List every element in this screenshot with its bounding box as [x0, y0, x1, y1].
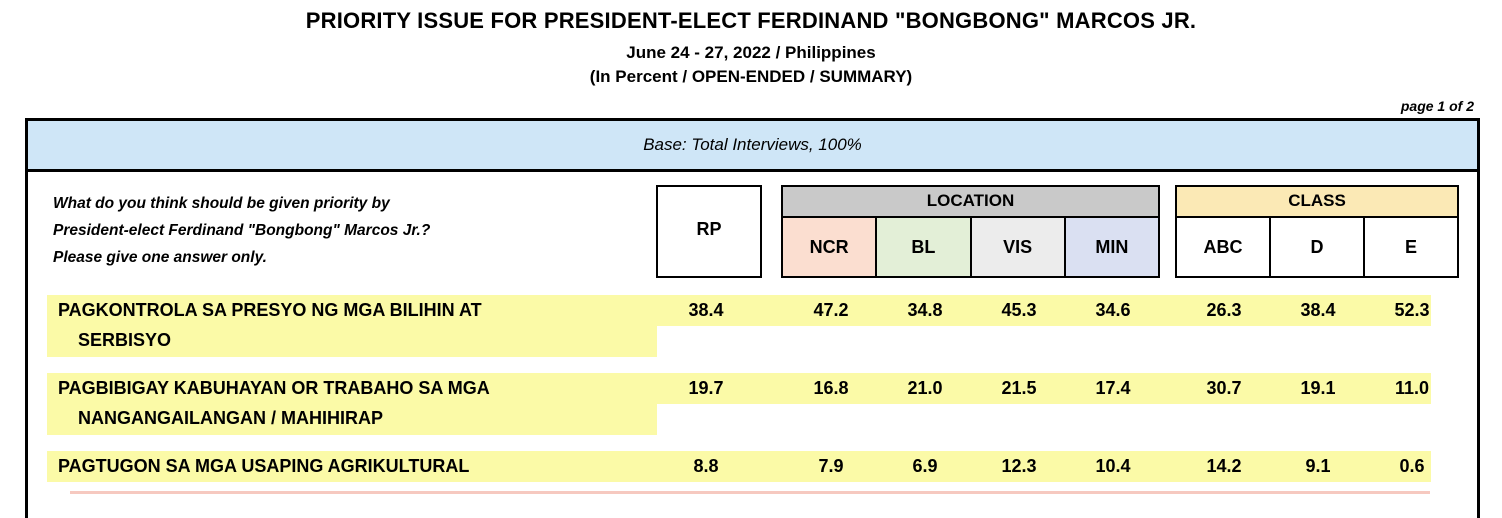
cell-min: 34.6: [1095, 300, 1131, 320]
cell-bl: 21.0: [907, 378, 943, 398]
cell-rp: 19.7: [688, 378, 724, 398]
report-title: PRIORITY ISSUE FOR PRESIDENT-ELECT FERDINAND "BONGBONG" MARCOS JR.: [305, 8, 1197, 33]
row-label-line-1: PAGKONTROLA SA PRESYO NG MGA BILIHIN AT: [58, 300, 482, 320]
survey-question: [53, 190, 573, 271]
row-label-line-1: PAGTUGON SA MGA USAPING AGRIKULTURAL: [58, 456, 470, 476]
cell-abc: 30.7: [1206, 378, 1242, 398]
cell-d: 19.1: [1300, 378, 1336, 398]
location-group-label: LOCATION: [783, 187, 1158, 218]
column-header-e: E: [1404, 237, 1417, 257]
column-header-rp: RP: [656, 185, 762, 278]
cell-bl: 6.9: [912, 456, 938, 476]
row-label-line-2: SERBISYO: [78, 330, 172, 350]
table-row-label: [58, 373, 490, 433]
cell-e: 11.0: [1394, 378, 1430, 398]
cell-abc: 14.2: [1206, 456, 1242, 476]
question-line-1: What do you think should be given priority by: [53, 195, 390, 212]
row-label-line-2: NANGANGAILANGAN / MAHIHIRAP: [78, 408, 383, 428]
cell-ncr: 47.2: [813, 300, 849, 320]
cell-vis: 12.3: [1001, 456, 1037, 476]
column-header-abc: ABC: [1177, 218, 1271, 276]
base-banner: Base: Total Interviews, 100%: [28, 121, 1477, 172]
cell-ncr: 7.9: [818, 456, 844, 476]
cell-abc: 26.3: [1206, 300, 1242, 320]
cell-d: 38.4: [1300, 300, 1336, 320]
cell-e: 52.3: [1394, 300, 1430, 320]
page-indicator: page 1 of 2: [1400, 98, 1474, 114]
cell-bl: 34.8: [907, 300, 943, 320]
cell-d: 9.1: [1305, 456, 1331, 476]
cell-e: 0.6: [1399, 456, 1425, 476]
cell-min: 10.4: [1095, 456, 1131, 476]
table-row-label: [58, 451, 469, 481]
cell-vis: 45.3: [1001, 300, 1037, 320]
cell-rp: 38.4: [688, 300, 724, 320]
location-group-header: [781, 185, 1160, 278]
format-note: (In Percent / OPEN-ENDED / SUMMARY): [589, 67, 913, 86]
table-row-label: [58, 295, 482, 355]
row-label-line-1: PAGBIBIGAY KABUHAYAN OR TRABAHO SA MGA: [58, 378, 490, 398]
column-header-ncr: NCR: [783, 218, 877, 276]
column-header-d: D: [1271, 218, 1365, 276]
question-line-2: President-elect Ferdinand "Bongbong" Marcos Jr.?: [53, 222, 431, 239]
column-header-min: MIN: [1066, 218, 1158, 276]
cell-min: 17.4: [1095, 378, 1131, 398]
class-group-header: [1175, 185, 1459, 278]
cell-rp: 8.8: [693, 456, 719, 476]
survey-date-location: June 24 - 27, 2022 / Philippines: [626, 43, 876, 62]
question-line-3: Please give one answer only.: [53, 249, 267, 266]
class-group-label: CLASS: [1177, 187, 1457, 218]
cell-vis: 21.5: [1001, 378, 1037, 398]
column-header-vis: VIS: [972, 218, 1066, 276]
cell-ncr: 16.8: [813, 378, 849, 398]
column-header-bl: BL: [877, 218, 971, 276]
